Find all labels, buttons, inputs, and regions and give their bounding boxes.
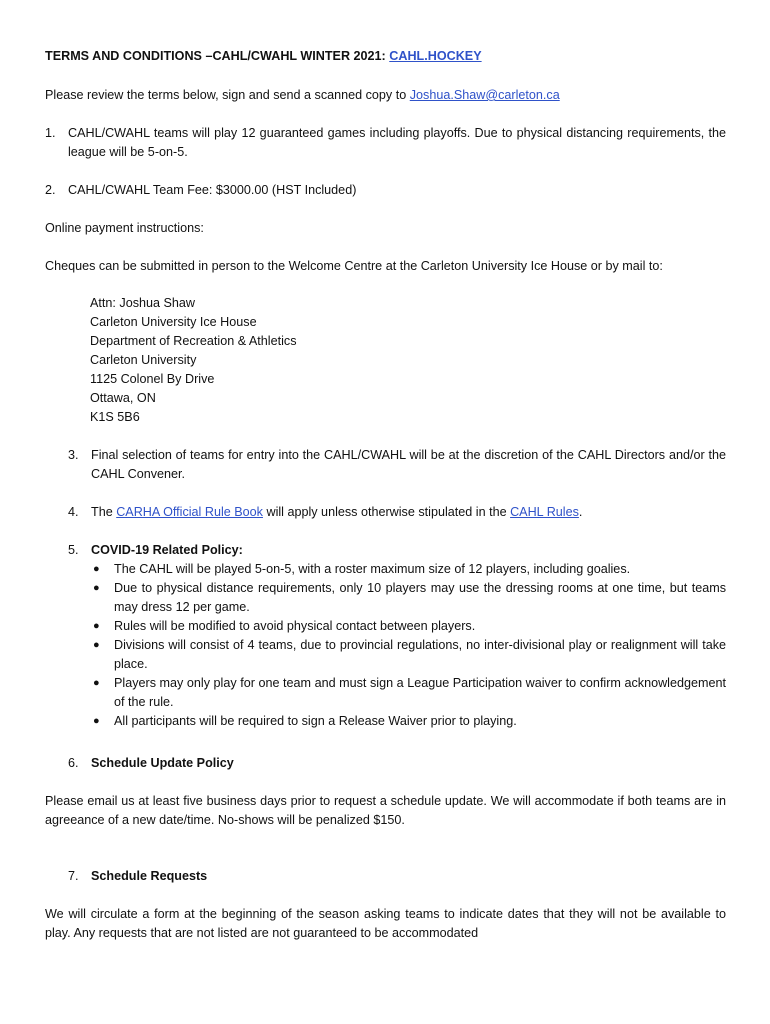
address-line: Carleton University Ice House — [90, 315, 257, 329]
email-link[interactable]: Joshua.Shaw@carleton.ca — [409, 88, 560, 102]
list-item — [91, 617, 726, 636]
carha-rule-book-link[interactable]: CARHA Official Rule Book — [116, 505, 263, 519]
term-item-2 — [45, 181, 726, 200]
list-item-text: The CAHL will be played 5-on-5, with a roster maximum size of 12 players, including goalies. — [114, 562, 631, 576]
item-number: 2. — [45, 183, 56, 197]
item-number: 1. — [45, 126, 56, 140]
item-number: 3. — [68, 448, 79, 462]
item-number: 6. — [68, 756, 79, 770]
bullet-icon: ● — [93, 563, 100, 575]
list-item-text: Divisions will consist of 4 teams, due to provincial regulations, no inter-divisional play or realignment will take place. — [114, 638, 726, 671]
term-item-4 — [68, 503, 726, 522]
list-item-text: Due to physical distance requirements, only 10 players may use the dressing rooms at one time, but teams may dress 12 per game. — [114, 581, 726, 614]
bullet-icon: ● — [93, 715, 100, 727]
term-item-7 — [68, 867, 726, 886]
item-number: 4. — [68, 505, 79, 519]
list-item-text: Rules will be modified to avoid physical contact between players. — [114, 619, 476, 633]
document-title — [45, 47, 726, 66]
cahl-hockey-link[interactable]: CAHL.HOCKEY — [389, 49, 482, 63]
bullet-icon: ● — [93, 620, 100, 632]
bullet-icon: ● — [93, 582, 100, 594]
covid-policy-heading: COVID-19 Related Policy: — [91, 543, 243, 557]
item-text: CAHL/CWAHL teams will play 12 guaranteed games including playoffs. Due to physical distancing requirements, the league will be 5-on-5. — [68, 126, 726, 159]
covid-policy-list — [91, 560, 726, 731]
list-item — [91, 674, 726, 712]
term-item-3 — [68, 446, 726, 484]
address-line: Carleton University — [90, 353, 197, 367]
bullet-icon: ● — [93, 639, 100, 651]
cheques-paragraph: Cheques can be submitted in person to the Welcome Centre at the Carleton University Ice House or by mail to: — [45, 259, 663, 273]
list-item — [91, 579, 726, 617]
list-item — [91, 636, 726, 674]
term-item-1 — [45, 124, 726, 162]
schedule-update-heading: Schedule Update Policy — [91, 756, 234, 770]
item-number: 7. — [68, 869, 79, 883]
list-item — [91, 712, 726, 731]
term-item-6 — [68, 754, 726, 773]
item-text-part: The — [91, 505, 117, 519]
address-line: K1S 5B6 — [90, 410, 140, 424]
address-line: 1125 Colonel By Drive — [90, 372, 215, 386]
term-item-5 — [68, 541, 726, 731]
list-item-text: Players may only play for one team and must sign a League Participation waiver to confirm acknowledgement of the rule. — [114, 676, 726, 709]
item-text — [91, 503, 726, 522]
intro-text: Please review the terms below, sign and send a scanned copy to — [45, 88, 410, 102]
address-line: Ottawa, ON — [90, 391, 156, 405]
mailing-address — [90, 294, 490, 427]
address-line: Department of Recreation & Athletics — [90, 334, 297, 348]
item-text: Final selection of teams for entry into the CAHL/CWAHL will be at the discretion of the CAHL Directors and/or the CAHL Convener. — [91, 448, 726, 481]
item-text-part: . — [578, 505, 583, 519]
item-text: CAHL/CWAHL Team Fee: $3000.00 (HST Included) — [68, 183, 357, 197]
online-payment-label: Online payment instructions: — [45, 221, 204, 235]
item-number: 5. — [68, 543, 79, 557]
schedule-requests-paragraph: We will circulate a form at the beginning of the season asking teams to indicate dates that they will not be available to play. Any requests that are not listed are not guaranteed to be accommodated — [45, 907, 726, 940]
schedule-requests-heading: Schedule Requests — [91, 869, 208, 883]
bullet-icon: ● — [93, 677, 100, 689]
schedule-update-paragraph: Please email us at least five business days prior to request a schedule update. We will accommodate if both teams are in agreeance of a new date/time. No-shows will be penalized $150. — [45, 794, 726, 827]
list-item-text: All participants will be required to sign a Release Waiver prior to playing. — [114, 714, 517, 728]
list-item — [91, 560, 726, 579]
cahl-rules-link[interactable]: CAHL Rules — [510, 505, 579, 519]
title-text: TERMS AND CONDITIONS –CAHL/CWAHL WINTER 2021: — [45, 49, 390, 63]
item-text-part: will apply unless otherwise stipulated in the — [262, 505, 511, 519]
intro-paragraph — [45, 86, 726, 105]
address-line: Attn: Joshua Shaw — [90, 296, 196, 310]
